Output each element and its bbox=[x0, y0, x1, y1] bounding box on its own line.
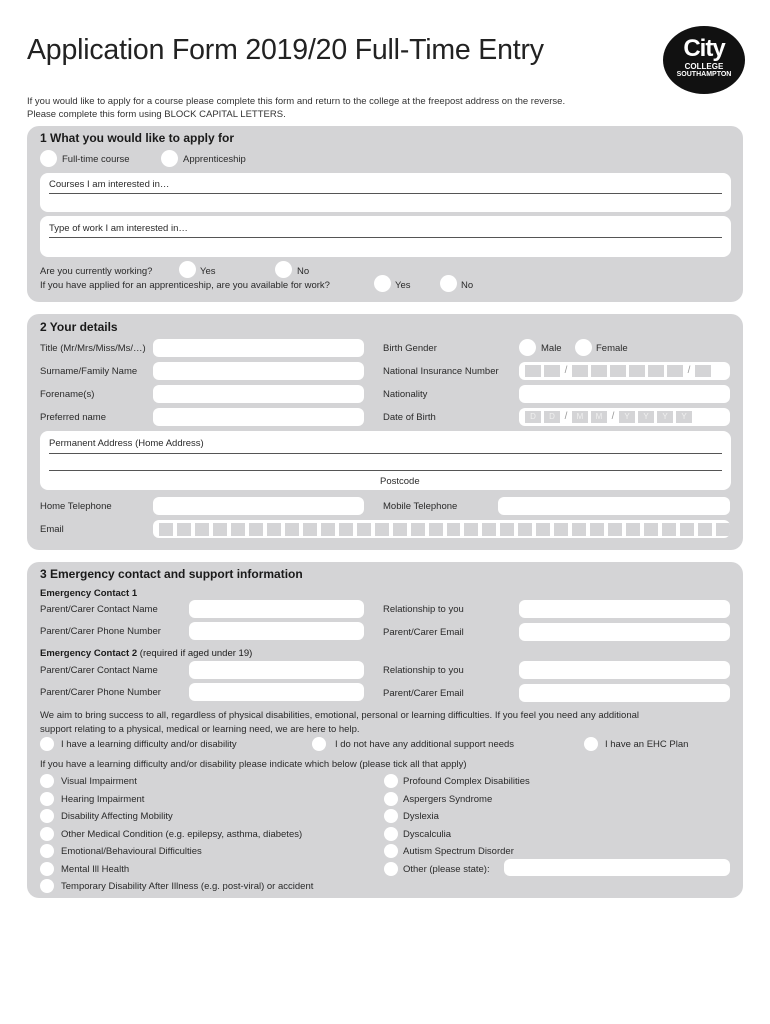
ni-cell bbox=[648, 365, 664, 377]
surname-input[interactable] bbox=[153, 362, 364, 380]
ni-cell bbox=[591, 365, 607, 377]
emergency-contact-2-heading bbox=[40, 648, 252, 659]
label-working-yes: Yes bbox=[200, 266, 216, 277]
label-contact2-phone: Parent/Carer Phone Number bbox=[40, 687, 161, 698]
email-cell bbox=[590, 523, 604, 536]
label-contact2-relationship: Relationship to you bbox=[383, 665, 464, 676]
label-dob: Date of Birth bbox=[383, 412, 436, 423]
label-full-time: Full-time course bbox=[62, 154, 130, 165]
ni-cell bbox=[610, 365, 626, 377]
dob-cell-year: Y bbox=[676, 411, 692, 423]
label-contact1-name: Parent/Carer Contact Name bbox=[40, 604, 158, 615]
dob-cell-year: Y bbox=[619, 411, 635, 423]
section-emergency-support bbox=[27, 562, 743, 898]
condition-right-label: Autism Spectrum Disorder bbox=[403, 846, 514, 857]
email-cell bbox=[572, 523, 586, 536]
email-input[interactable] bbox=[153, 520, 730, 538]
radio-full-time[interactable] bbox=[40, 150, 57, 167]
email-cell bbox=[177, 523, 191, 536]
ni-cell bbox=[629, 365, 645, 377]
address-box[interactable] bbox=[40, 431, 731, 490]
condition-right-checkbox[interactable] bbox=[384, 792, 398, 806]
email-cell bbox=[213, 523, 227, 536]
mobile-telephone-input[interactable] bbox=[498, 497, 730, 515]
dob-cell-month: M bbox=[572, 411, 588, 423]
dob-cell-day: D bbox=[525, 411, 541, 423]
email-cell bbox=[662, 523, 676, 536]
email-cell bbox=[321, 523, 335, 536]
email-cell bbox=[357, 523, 371, 536]
label-apprenticeship: Apprenticeship bbox=[183, 154, 246, 165]
label-title: Title (Mr/Mrs/Miss/Ms/…) bbox=[40, 343, 146, 354]
email-cell bbox=[500, 523, 514, 536]
logo-line-college: COLLEGE bbox=[684, 62, 724, 71]
email-cell bbox=[429, 523, 443, 536]
label-ehc-plan: I have an EHC Plan bbox=[605, 739, 689, 750]
condition-right-checkbox[interactable] bbox=[384, 844, 398, 858]
label-contact1-email: Parent/Carer Email bbox=[383, 627, 464, 638]
condition-left-checkbox[interactable] bbox=[40, 844, 54, 858]
ni-cell bbox=[544, 365, 560, 377]
logo-wordmark: City bbox=[683, 35, 725, 62]
email-cell bbox=[339, 523, 353, 536]
condition-right-checkbox[interactable] bbox=[384, 862, 398, 876]
working-question: Are you currently working? bbox=[40, 266, 153, 277]
condition-right-label: Dyscalculia bbox=[403, 828, 452, 840]
section-your-details bbox=[27, 314, 743, 550]
radio-no-support-needs[interactable] bbox=[312, 737, 326, 751]
email-cell bbox=[249, 523, 263, 536]
condition-left-label: Other Medical Condition (e.g. epilepsy, asthma, diabetes) bbox=[61, 828, 303, 840]
label-ni-number: National Insurance Number bbox=[383, 366, 499, 377]
email-cell bbox=[644, 523, 658, 536]
condition-right-label: Aspergers Syndrome bbox=[403, 793, 493, 805]
label-contact1-phone: Parent/Carer Phone Number bbox=[40, 626, 161, 637]
label-contact2-email: Parent/Carer Email bbox=[383, 688, 464, 699]
label-address: Permanent Address (Home Address) bbox=[49, 438, 204, 449]
condition-right-label: Profound Complex Disabilities bbox=[403, 776, 530, 787]
courses-label: Courses I am interested in… bbox=[49, 179, 170, 190]
email-cell bbox=[195, 523, 209, 536]
condition-left-checkbox[interactable] bbox=[40, 879, 54, 893]
label-contact1-relationship: Relationship to you bbox=[383, 604, 464, 615]
radio-ehc-plan[interactable] bbox=[584, 737, 598, 751]
ni-cell bbox=[695, 365, 711, 377]
address-line-1 bbox=[49, 453, 722, 454]
radio-working-yes[interactable] bbox=[179, 261, 196, 278]
support-statement-line-1: We aim to bring success to all, regardless of physical disabilities, emotional, personal or learning difficulties. If you feel you need any additional bbox=[40, 710, 640, 721]
contact2-relationship-input[interactable] bbox=[519, 661, 730, 679]
condition-right-checkbox[interactable] bbox=[384, 809, 398, 823]
ni-separator: / bbox=[687, 365, 691, 376]
dob-cell-day: D bbox=[544, 411, 560, 423]
contact1-phone-input[interactable] bbox=[189, 622, 364, 640]
label-no-support-needs: I do not have any additional support needs bbox=[335, 739, 515, 750]
email-cell bbox=[716, 523, 730, 536]
courses-line bbox=[49, 193, 722, 194]
contact2-title: Emergency Contact 2 bbox=[40, 648, 138, 659]
condition-left-label: Temporary Disability After Illness (e.g. post-viral) or accident bbox=[61, 881, 314, 892]
email-cell bbox=[464, 523, 478, 536]
email-cell bbox=[411, 523, 425, 536]
section-apply-for bbox=[27, 126, 743, 302]
intro-text: If you would like to apply for a course please complete this form and return to the college at the freepost address on the reverse. bbox=[27, 96, 566, 107]
label-surname: Surname/Family Name bbox=[40, 366, 138, 377]
dob-separator: / bbox=[611, 411, 615, 422]
dob-cell-month: M bbox=[591, 411, 607, 423]
condition-left-label: Disability Affecting Mobility bbox=[61, 811, 173, 822]
dob-input[interactable] bbox=[519, 408, 730, 426]
section-3-title: 3 Emergency contact and support information bbox=[40, 567, 303, 581]
home-telephone-input[interactable] bbox=[153, 497, 364, 515]
dob-separator: / bbox=[564, 411, 568, 422]
email-cell bbox=[608, 523, 622, 536]
radio-available-no[interactable] bbox=[440, 275, 457, 292]
work-label: Type of work I am interested in… bbox=[49, 223, 188, 234]
email-cell bbox=[375, 523, 389, 536]
section-1-title: 1 What you would like to apply for bbox=[40, 131, 235, 145]
form-title: Application Form 2019/20 Full-Time Entry bbox=[27, 34, 544, 66]
condition-left-label: Visual Impairment bbox=[61, 776, 137, 787]
email-cell bbox=[267, 523, 281, 536]
condition-left-label: Hearing Impairment bbox=[61, 793, 145, 805]
label-male: Male bbox=[541, 343, 562, 354]
email-cell bbox=[159, 523, 173, 536]
radio-female[interactable] bbox=[575, 339, 592, 356]
courses-box[interactable] bbox=[40, 173, 731, 212]
support-statement-line-2: support relating to a physical, medical or learning need, we are here to help. bbox=[40, 724, 360, 735]
email-cell bbox=[536, 523, 550, 536]
ni-number-input[interactable] bbox=[519, 362, 730, 380]
email-cell bbox=[698, 523, 712, 536]
contact2-name-input[interactable] bbox=[189, 661, 364, 679]
email-cell bbox=[285, 523, 299, 536]
dob-cell-year: Y bbox=[657, 411, 673, 423]
contact2-note: (required if aged under 19) bbox=[139, 648, 253, 659]
preferred-name-input[interactable] bbox=[153, 408, 364, 426]
contact2-phone-input[interactable] bbox=[189, 683, 364, 701]
radio-male[interactable] bbox=[519, 339, 536, 356]
condition-left-label: Mental Ill Health bbox=[61, 863, 130, 875]
condition-right-checkbox[interactable] bbox=[384, 827, 398, 841]
email-cell bbox=[231, 523, 245, 536]
city-college-logo bbox=[663, 26, 745, 94]
section-2-title: 2 Your details bbox=[40, 320, 118, 334]
logo-line-southampton: SOUTHAMPTON bbox=[676, 71, 732, 78]
label-nationality: Nationality bbox=[383, 389, 428, 400]
title-input[interactable] bbox=[153, 339, 364, 357]
nationality-input[interactable] bbox=[519, 385, 730, 403]
label-available-no: No bbox=[461, 280, 474, 291]
available-question: If you have applied for an apprenticeship, are you available for work? bbox=[40, 280, 330, 291]
ni-cell bbox=[667, 365, 683, 377]
address-line-2 bbox=[49, 470, 722, 471]
ni-cell bbox=[525, 365, 541, 377]
email-cell bbox=[626, 523, 640, 536]
label-learning-difficulty: I have a learning difficulty and/or disability bbox=[61, 739, 237, 750]
work-box[interactable] bbox=[40, 216, 731, 257]
contact1-relationship-input[interactable] bbox=[519, 600, 730, 618]
condition-left-checkbox[interactable] bbox=[40, 827, 54, 841]
label-preferred-name: Preferred name bbox=[40, 412, 107, 423]
condition-left-checkbox[interactable] bbox=[40, 774, 54, 788]
emergency-contact-1-heading: Emergency Contact 1 bbox=[40, 588, 138, 599]
contact1-email-input[interactable] bbox=[519, 623, 730, 641]
label-available-yes: Yes bbox=[395, 280, 411, 291]
condition-left-checkbox[interactable] bbox=[40, 792, 54, 806]
label-postcode: Postcode bbox=[380, 476, 420, 487]
contact1-name-input[interactable] bbox=[189, 600, 364, 618]
label-birth-gender: Birth Gender bbox=[383, 343, 437, 354]
ni-separator: / bbox=[564, 365, 568, 376]
email-cell bbox=[554, 523, 568, 536]
label-home-telephone: Home Telephone bbox=[40, 501, 112, 512]
ni-cell bbox=[572, 365, 588, 377]
condition-left-checkbox[interactable] bbox=[40, 809, 54, 823]
condition-left-label: Emotional/Behavioural Difficulties bbox=[61, 846, 202, 857]
work-line bbox=[49, 237, 722, 238]
label-working-no: No bbox=[297, 266, 310, 277]
radio-apprenticeship[interactable] bbox=[161, 150, 178, 167]
label-mobile-telephone: Mobile Telephone bbox=[383, 501, 458, 512]
email-cell bbox=[680, 523, 694, 536]
other-state-input[interactable] bbox=[504, 859, 730, 876]
label-female: Female bbox=[596, 343, 628, 354]
radio-available-yes[interactable] bbox=[374, 275, 391, 292]
label-forenames: Forename(s) bbox=[40, 389, 95, 400]
email-cell bbox=[518, 523, 532, 536]
label-email: Email bbox=[40, 524, 64, 535]
condition-right-checkbox[interactable] bbox=[384, 774, 398, 788]
email-cell bbox=[447, 523, 461, 536]
radio-learning-difficulty[interactable] bbox=[40, 737, 54, 751]
intro-block-capitals: Please complete this form using BLOCK CAPITAL LETTERS. bbox=[27, 109, 286, 120]
tick-prompt: If you have a learning difficulty and/or disability please indicate which below (please tick all that apply) bbox=[40, 759, 467, 770]
email-cell bbox=[482, 523, 496, 536]
condition-right-label: Dyslexia bbox=[403, 811, 439, 822]
email-cell bbox=[303, 523, 317, 536]
condition-right-label: Other (please state): bbox=[403, 863, 490, 875]
email-cell bbox=[393, 523, 407, 536]
label-contact2-name: Parent/Carer Contact Name bbox=[40, 665, 158, 676]
dob-cell-year: Y bbox=[638, 411, 654, 423]
contact2-email-input[interactable] bbox=[519, 684, 730, 702]
condition-left-checkbox[interactable] bbox=[40, 862, 54, 876]
forenames-input[interactable] bbox=[153, 385, 364, 403]
radio-working-no[interactable] bbox=[275, 261, 292, 278]
